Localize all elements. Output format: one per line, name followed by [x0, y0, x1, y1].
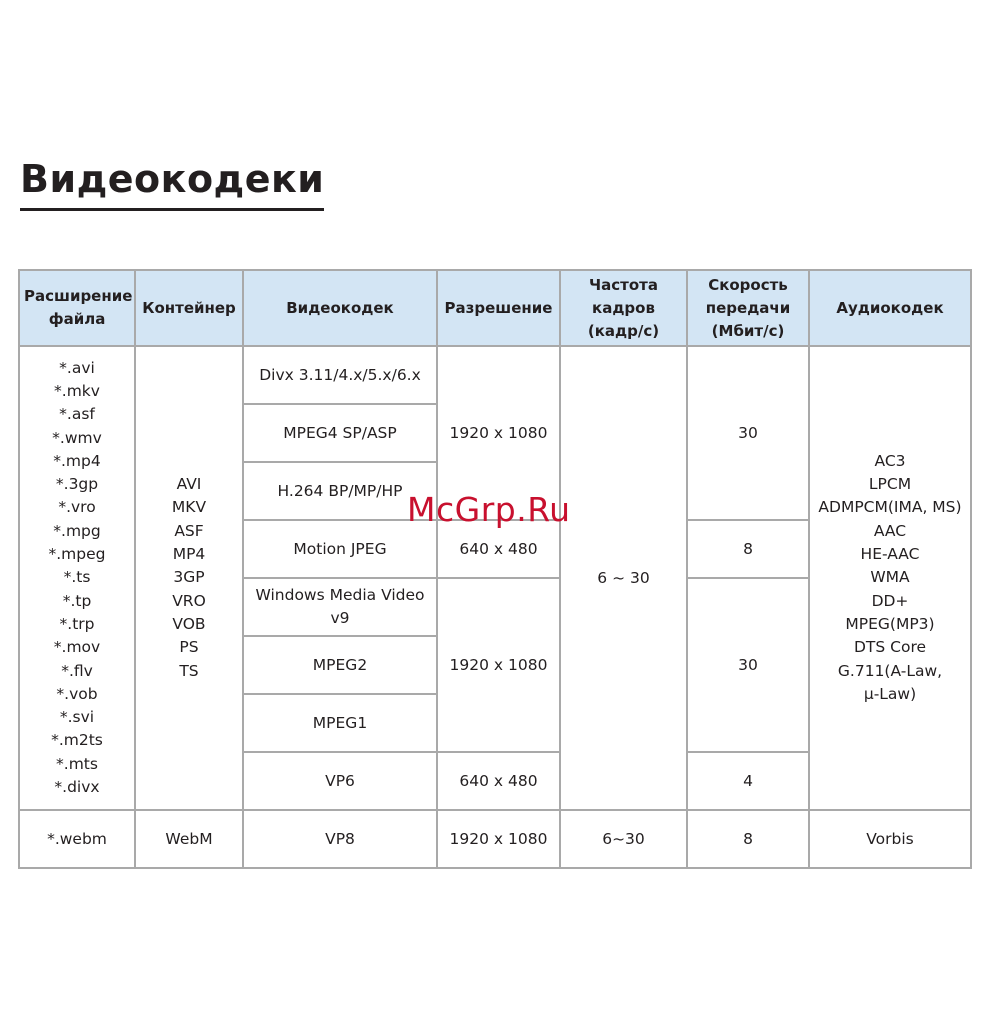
- audio-codec-cell: Vorbis: [809, 810, 971, 868]
- list-item: *.flv: [61, 661, 93, 680]
- list-item: MKV: [171, 498, 207, 517]
- header-bitrate: Скорость передачи (Мбит/с): [687, 270, 809, 346]
- list-item: ASF: [174, 521, 204, 540]
- list-item: VRO: [172, 591, 206, 610]
- list-item: LPCM: [868, 475, 912, 494]
- list-item: μ-Law): [863, 684, 917, 703]
- containers-cell: [135, 346, 243, 810]
- codec-cell: Windows Media Video v9: [243, 578, 437, 636]
- list-item: G.711(A-Law,: [837, 661, 943, 680]
- header-audio-codec: Аудиокодек: [809, 270, 971, 346]
- list-item: *.m2ts: [51, 731, 103, 750]
- bitrate-cell: 4: [687, 752, 809, 810]
- audio-codecs-cell: [809, 346, 971, 810]
- container-cell: WebM: [135, 810, 243, 868]
- header-frame-rate: Частота кадров (кадр/с): [560, 270, 687, 346]
- list-item: HE-AAC: [860, 545, 920, 564]
- list-item: *.tp: [62, 591, 92, 610]
- list-item: AC3: [874, 451, 906, 470]
- codec-cell: Motion JPEG: [243, 520, 437, 578]
- codec-cell: VP8: [243, 810, 437, 868]
- list-item: 3GP: [173, 568, 205, 587]
- header-video-codec: Видеокодек: [243, 270, 437, 346]
- codec-cell: H.264 BP/MP/HP: [243, 462, 437, 520]
- codec-cell: Divx 3.11/4.x/5.x/6.x: [243, 346, 437, 404]
- list-item: MP4: [172, 545, 206, 564]
- table-row: [19, 810, 971, 868]
- list-item: AVI: [176, 475, 202, 494]
- bitrate-cell: 30: [687, 578, 809, 752]
- bitrate-cell: 8: [687, 520, 809, 578]
- list-item: *.mpeg: [48, 545, 106, 564]
- list-item: VOB: [172, 614, 206, 633]
- list-item: *.mts: [56, 754, 98, 773]
- list-item: *.mpg: [53, 521, 101, 540]
- list-item: *.3gp: [55, 475, 99, 494]
- list-item: MPEG(MP3): [845, 614, 935, 633]
- page-title: Видеокодеки: [20, 158, 324, 211]
- codec-cell: MPEG4 SP/ASP: [243, 404, 437, 462]
- list-item: *.ts: [63, 568, 91, 587]
- codec-cell: MPEG1: [243, 694, 437, 752]
- list-item: *.svi: [59, 708, 95, 727]
- list-item: *.asf: [59, 405, 95, 424]
- frame-rate-cell: 6~30: [560, 810, 687, 868]
- bitrate-cell: 30: [687, 346, 809, 520]
- header-container: Контейнер: [135, 270, 243, 346]
- watermark: McGrp.Ru: [407, 490, 571, 529]
- list-item: *.vro: [58, 498, 96, 517]
- resolution-cell: 1920 x 1080: [437, 810, 560, 868]
- list-item: *.trp: [59, 614, 95, 633]
- list-item: ADMPCM(IMA, MS): [818, 498, 962, 517]
- bitrate-cell: 8: [687, 810, 809, 868]
- codec-cell: VP6: [243, 752, 437, 810]
- frame-rate-cell: 6 ~ 30: [560, 346, 687, 810]
- table-header-row: [19, 270, 971, 346]
- resolution-cell: 1920 x 1080: [437, 346, 560, 520]
- codec-cell: MPEG2: [243, 636, 437, 694]
- list-item: *.avi: [59, 358, 95, 377]
- resolution-cell: 1920 x 1080: [437, 578, 560, 752]
- resolution-cell: 640 x 480: [437, 752, 560, 810]
- extension-cell: *.webm: [19, 810, 135, 868]
- list-item: DTS Core: [853, 638, 927, 657]
- resolution-cell: 640 x 480: [437, 520, 560, 578]
- list-item: *.divx: [54, 778, 100, 797]
- video-codecs-table: [18, 269, 972, 869]
- list-item: WMA: [870, 568, 910, 587]
- list-item: *.mov: [53, 638, 101, 657]
- list-item: TS: [179, 661, 199, 680]
- list-item: *.mp4: [53, 451, 101, 470]
- extensions-cell: [19, 346, 135, 810]
- list-item: DD+: [871, 591, 909, 610]
- list-item: *.vob: [56, 684, 98, 703]
- list-item: *.mkv: [54, 381, 100, 400]
- header-extension: Расширение файла: [19, 270, 135, 346]
- header-resolution: Разрешение: [437, 270, 560, 346]
- list-item: PS: [179, 638, 199, 657]
- table-row: [19, 346, 971, 404]
- list-item: AAC: [873, 521, 907, 540]
- list-item: *.wmv: [52, 428, 102, 447]
